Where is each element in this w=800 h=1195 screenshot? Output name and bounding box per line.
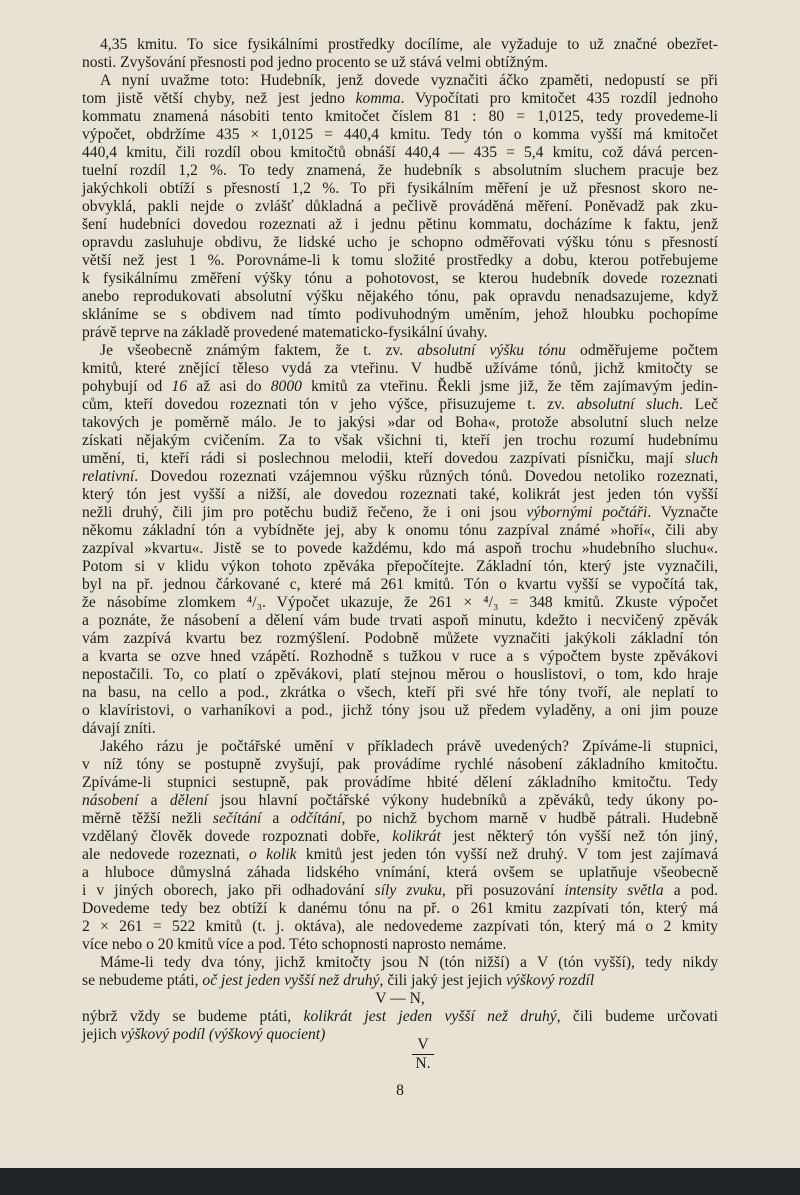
text-line [82,1026,718,1044]
text-line [82,144,718,162]
text-run: 4,35 kmitu. To sice fysikálními prostředky docílíme, ale vyžaduje to už značné obezřet- [100,36,718,53]
text-run: pohybují od [82,378,172,395]
text-run: a pod. [663,882,718,899]
text-run: kmitů za vteřinu. Řekli jsme již, že těm zajímavým jedin- [301,378,718,395]
paragraph [82,954,718,990]
text-line [82,72,718,90]
text-run: kommatu znamená násobiti tento kmitočet číslem 81 : 80 = 1,0125, tedy provedeme-li [82,108,718,125]
text-line [82,522,718,540]
text-line [82,378,718,396]
text-line [82,594,718,612]
text-run: . Vyznačte [647,504,718,521]
text-line [82,648,718,666]
emphasized-text: násobení [82,792,139,809]
text-line [82,828,718,846]
text-run: kmitů jest jeden tón vyšší než druhý. V tom jest zajímavá [296,846,719,863]
text-run: kmitů, které znějící těleso vydá za vteřinu. V hudbě užíváme tónů, jichž kmitočty se [82,360,718,377]
text-run: , čili jaký jest jejich [379,972,506,989]
text-run: vzdělaný člověk dovede rozpoznati dobře, [82,828,393,845]
text-line [82,612,718,630]
text-line [82,414,718,432]
emphasized-text: komma [355,90,401,107]
text-run: opravdu zasluhuje obdivu, že lidské ucho je schopno odměřovati výšku tónu s přesností [82,234,718,251]
emphasized-text: výškový rozdíl [505,972,595,989]
text-run: Je všeobecně známým faktem, že t. zv. [100,342,418,359]
text-line [82,774,718,792]
text-line [82,558,718,576]
text-run: anebo reprodukovati absolutní výšku nějakého tónu, pak opravdu nenadsazujeme, když [82,288,718,305]
text-run: a [261,810,291,827]
emphasized-text: kolikrát jest jeden vyšší než druhý [303,1008,557,1025]
text-line [82,630,718,648]
text-run: Potom si v klidu výkon tohoto zpěváka přepočítejte. Základní tón, který jste vyznačili, [82,558,718,575]
text-run: cům, kteří dovedou rozeznati tón v jeho výšce, přisuzujeme t. zv. [82,396,577,413]
text-line [82,180,718,198]
emphasized-text: výškový podíl (výškový quocient) [120,1026,326,1043]
text-run: a [138,792,170,809]
text-run: a kvarta se ozve hned vzápětí. Rozhodně s tužkou v ruce a s výpočtem byste zpěvákovi [82,648,718,665]
text-run: nosti. Zvyšování přesnosti pod jedno procento se už stává velmi obtížným. [82,54,549,71]
emphasized-text: 16 [171,378,188,395]
scan-bottom-edge [0,1168,800,1195]
text-run: jakýchkoli obtíží s přesností 1,2 %. To při fysikálním měření je už přesnost skoro ne- [82,180,718,197]
emphasized-text: o kolik [249,846,297,863]
text-run: obvyklá, pakli nejde o zvlášť důkladná a pečlivě prováděná měření. Poněvadž pak zku- [82,198,718,215]
text-line [82,936,718,954]
text-line [82,972,718,990]
text-run: na basu, na cello a pod., zkrátka o všech, kteří při své hře tóny tvoří, ale neplatí to [82,684,718,701]
text-run: jsou hlavní počtářské výkony hudebníků a zpěváků, tedy úkony po- [208,792,718,809]
text-run: jest některý tón vyšší než tón jiný, [440,828,718,845]
text-run: výpočet, obdržíme 435 × 1,0125 = 440,4 kmitu. Tedy tón o komma vyšší má kmitočet [82,126,718,143]
text-run: k fysikálnímu změření výšky tónu a pohotovost, se kterou hudebník dovede rozeznati [82,270,718,287]
text-line [82,450,718,468]
emphasized-text: sluch [685,450,718,467]
text-run: získati nějakým cvičením. Za to však všichni ti, kteří jen trochu rozumí hudebnímu [82,432,718,449]
text-line [82,36,718,54]
emphasized-text: oč jest jeden vyšší než druhý [202,972,380,989]
text-line [82,954,718,972]
text-run: šení hudebníci dovedou rozeznati až i jednu pětinu kommatu, docházíme k faktu, jenž [82,216,718,233]
text-run: Zpíváme-li stupnici sestupně, pak provádíme hbité dělení základního kmitočtu. Tedy [82,774,718,791]
text-run: Máme-li tedy dva tóny, jichž kmitočty jsou N (tón nižší) a V (tón vyšší), tedy nikdy [100,954,718,971]
text-run: tuelní rozdíl 1,2 %. To tedy znamená, že hudebník s absolutním sluchem pracuje bez [82,162,718,179]
fraction-denominator: N. [415,1055,431,1072]
quotient-formula [412,1036,434,1072]
text-line [82,432,718,450]
emphasized-text: kolikrát [392,828,441,845]
fraction-numerator: V [417,1036,429,1053]
text-line [82,684,718,702]
text-run: větší než jest 1 %. Porovnáme-li k tomu složité prostředky a dobu, kterou potřebujeme [82,252,718,269]
text-line [82,738,718,756]
paragraph [82,72,718,342]
text-run: nepostačili. To, co platí o zpěvákovi, platí stejnou měrou o houslistovi, o tom, kdo hraje [82,666,718,683]
text-run: . Vypočítati pro kmitočet 435 rozdíl jednoho [400,90,718,107]
text-line [82,216,718,234]
text-line [82,468,718,486]
text-run: 440,4 kmitu, čili rozdíl obou kmitočtů obnáší 440,4 — 435 = 5,4 kmitu, což dává percen- [82,144,718,161]
text-line [82,108,718,126]
text-line [82,324,718,342]
text-line [82,504,718,522]
text-run: . Dovedou rozeznati vzájemnou výšku různých tónů. Dovedou netoliko rozeznati, [134,468,718,485]
text-line [82,234,718,252]
text-run: nýbrž vždy se budeme ptáti, [82,1008,304,1025]
text-line [82,720,718,738]
text-run: skláníme se s obdivem nad tímto podivuhodným uměním, jehož hloubku pochopíme [82,306,718,323]
text-line [82,486,718,504]
text-run: dávají zníti. [82,720,156,737]
text-run: Dovedeme tedy bez obtíží k danému tónu na př. o 261 kmitu zazpívati tón, který má [82,900,718,917]
paragraph [82,738,718,954]
document-body [82,36,718,1044]
text-run: právě teprve na základě provedené matematicko-fysikální úvahy. [82,324,488,341]
text-run: i v jiných oborech, jako při odhadování [82,882,375,899]
paragraph [82,36,718,72]
text-line [82,756,718,774]
text-run: se nebudeme ptáti, [82,972,203,989]
text-line [82,810,718,828]
text-run: byl na př. jednou čárkované c, které má 261 kmitů. Tón o kvartu vyšší se vypočítá tak, [82,576,718,593]
text-run: ale nedovede rozeznati, [82,846,250,863]
text-run: a poznáte, že násobení a dělení vám bude trvati aspoň minutu, kdežto i necvičený zpěvák [82,612,718,629]
emphasized-text: intensity světla [564,882,664,899]
text-line [82,90,718,108]
text-line [82,990,718,1008]
text-line [82,270,718,288]
text-line [82,666,718,684]
emphasized-text: dělení [169,792,208,809]
text-line [82,198,718,216]
text-run: zazpíval »kvartu«. Jistě se to povede každému, kdo má aspoň trochu »hudebního sluchu«. [82,540,718,557]
text-line [82,54,718,72]
text-run: měrně těžší nežli [82,810,213,827]
text-run: v níž tóny se postupně zvyšují, pak provádíme rychlé násobení základního kmitočtu. [82,756,718,773]
text-run: , při posuzování [441,882,565,899]
text-line [82,288,718,306]
paragraph [82,342,718,738]
text-run: který tón jest vyšší a nižší, ale dovedou rozeznati také, kolikrát jest jeden tón vyšší [82,486,718,503]
text-run: někomu základní tón a vybídněte jej, aby k onomu tónu zazpíval známé »hoří«, čili aby [82,522,718,539]
text-run: umění, ti, kteří rádi si poslechnou melodii, kteří dovedou zazpívati písničku, mají [82,450,686,467]
text-run: . Leč [679,396,719,413]
text-line [82,396,718,414]
text-line [82,864,718,882]
page-number: 8 [396,1082,404,1099]
text-run: odměřujeme počtem [565,342,718,359]
text-line [82,360,718,378]
text-run: až asi do [187,378,271,395]
text-run: , čili budeme určovati [556,1008,719,1025]
emphasized-text: relativní [82,468,135,485]
text-run: 2 × 261 = 522 kmitů (t. j. oktáva), ale nedovedeme zazpívati tón, který má o 2 kmity [82,918,718,935]
paragraph [82,1008,718,1044]
text-line [82,576,718,594]
text-run: a hluboce důmyslná záhada lidského vnímání, která ovšem se uplatňuje všeobecně [82,864,718,881]
text-run: jejich [82,1026,121,1043]
emphasized-text: absolutní výšku tónu [417,342,566,359]
text-run: V — N, [375,990,425,1007]
emphasized-text: síly zvuku [374,882,442,899]
text-line [82,918,718,936]
text-run: , po nichž bychom marně v hudbě pátrali. Hudebně [341,810,718,827]
text-run: Jakého rázu je počtářské umění v příkladech právě uvedených? Zpíváme-li stupnici, [100,738,718,755]
text-line [82,792,718,810]
text-line [82,342,718,360]
text-line [82,162,718,180]
text-run: více nebo o 20 kmitů více a pod. Této schopnosti naprosto nemáme. [82,936,507,953]
text-line [82,900,718,918]
text-line [82,126,718,144]
emphasized-text: výbornými počtáři [526,504,648,521]
text-run: nežli druhý, čili jim pro potěchu budiž řečeno, že i oni jsou [82,504,527,521]
text-line [82,882,718,900]
text-line [82,540,718,558]
text-line [82,846,718,864]
text-run: tom jistě větší chyby, než jest jedno [82,90,356,107]
text-line [82,252,718,270]
text-line [82,702,718,720]
formula [82,990,718,1008]
text-run: takových je poměrně málo. Je to jakýsi »dar od Boha«, protože absolutní sluch nelze [82,414,718,431]
emphasized-text: sečítání [212,810,262,827]
text-run: že násobíme zlomkem ⁴/₃. Výpočet ukazuje, že 261 × ⁴/₃ = 348 kmitů. Zkuste výpočet [82,594,718,611]
text-line [82,1008,718,1026]
emphasized-text: odčítání [290,810,342,827]
emphasized-text: 8000 [270,378,302,395]
text-run: o klavíristovi, o varhaníkovi a pod., jichž tóny jsou už předem vyladěny, a oni jim pouze [82,702,718,719]
text-run: vám zazpívá kvartu bez rozmýšlení. Podobně můžete vyznačiti jakýkoli základní tón [82,630,718,647]
text-line [82,306,718,324]
text-run: A nyní uvažme toto: Hudebník, jenž dovede vyznačiti áčko zpaměti, nedopustí se při [100,72,718,89]
emphasized-text: absolutní sluch [576,396,680,413]
